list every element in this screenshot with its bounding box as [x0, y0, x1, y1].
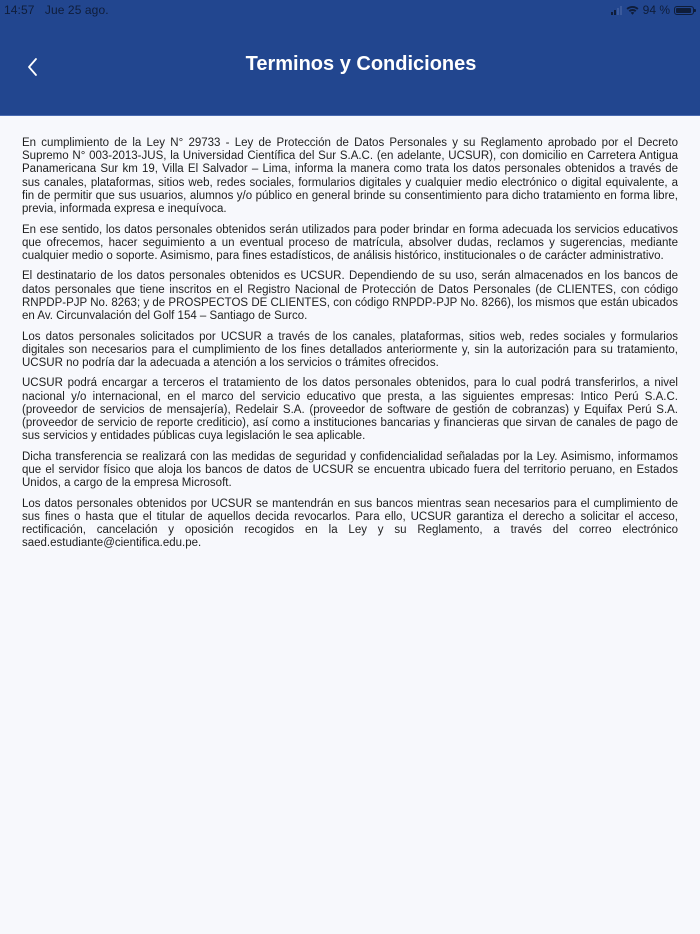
status-date: Jue 25 ago. — [44, 3, 109, 17]
cellular-signal-icon — [611, 6, 622, 15]
status-clock: 14:57 — [4, 3, 35, 17]
battery-icon — [674, 6, 694, 15]
status-bar — [0, 0, 700, 20]
terms-paragraph-5: UCSUR podrá encargar a terceros el tratamiento de los datos personales obtenidos, para lo cual podrá transferirlos, a nivel nacional y/o internacional, en el marco del servicio educativo que presta, a las siguientes empresas: Intico Perú S.A.C. (proveedor de servicios de mensajería), Redelair S.A. (proveedor de software de gestión de cobranzas) y Equifax Perú S.A. (proveedor de servicio de reporte crediticio), así como a instituciones bancarias y financieras que sirvan de canales de pago de sus servicios y entidades públicas cuya legislación le sea aplicable. — [22, 377, 678, 443]
wifi-icon — [626, 5, 639, 15]
status-time — [4, 3, 109, 17]
terms-paragraph-7: Los datos personales obtenidos por UCSUR se mantendrán en sus bancos mientras sean necesarios para el cumplimiento de sus fines o hasta que el titular de aquellos decida revocarlos. Para ello, UCSUR garantiza el derecho a solicitar el acceso, rectificación, cancelación y oposición recogidos en la Ley y su Reglamento, a través del correo electrónico saed.estudiante@cientifica.edu.pe. — [22, 497, 678, 550]
page-title: Terminos y Condiciones — [245, 53, 477, 75]
terms-paragraph-6: Dicha transferencia se realizará con las medidas de seguridad y confidencialidad señaladas por la Ley. Asimismo, informamos que el servidor físico que aloja los bancos de datos de UCSUR se encuentra ubicado fuera del territorio peruano, en Estados Unidos, a cargo de la empresa Microsoft. — [22, 450, 678, 490]
battery-percentage: 94 % — [642, 3, 670, 17]
status-indicators — [611, 3, 694, 17]
navigation-header — [0, 0, 700, 116]
terms-paragraph-3: El destinatario de los datos personales obtenidos es UCSUR. Dependiendo de su uso, serán almacenados en los bancos de datos personales que tiene inscritos en el Registro Nacional de Protección de Datos Personales (de CLIENTES, con código RNPDP-PJP No. 8263; y de PROSPECTOS DE CLIENTES, con código RNPDP-PJP No. 8266), los mismos que están ubicados en Av. Circunvalación del Golf 154 – Santiago de Surco. — [22, 270, 678, 323]
terms-paragraph-2: En ese sentido, los datos personales obtenidos serán utilizados para poder brindar en forma adecuada los servicios educativos que ofrecemos, hacer seguimiento a un eventual proceso de matrícula, absolver dudas, reclamos y sugerencias, mediante cualquier medio o soporte. Asimismo, para fines estadísticos, de análisis histórico, institucionales o de carácter administrativo. — [22, 223, 678, 262]
terms-paragraph-4: Los datos personales solicitados por UCSUR a través de los canales, plataformas, sitios web, redes sociales y formularios digitales son necesarios para el cumplimiento de los fines detallados anteriormente y, sin la autorización para su tratamiento, UCSUR no podría dar la adecuada a atención a los servicios o trámites ofrecidos. — [22, 330, 678, 369]
terms-paragraph-1: En cumplimiento de la Ley N° 29733 - Ley de Protección de Datos Personales y su Reglamento aprobado por el Decreto Supremo N° 003-2013-JUS, la Universidad Científica del Sur S.A.C. (en adelante, UCSUR), con domicilio en Carretera Antigua Panamericana Sur km 19, Villa El Salvador – Lima, informa la manera como trata los datos personales obtenidos a través de sus canales, plataformas, sitios web, redes sociales, formularios digitales y cualquier medio electrónico o digital equivalente, a fin de permitir que sus usuarios, alumnos y/o público en general brinde su consentimiento para dicho tratamiento en forma libre, previa, informada expresa e inequívoca. — [22, 137, 678, 216]
terms-content — [22, 137, 678, 558]
